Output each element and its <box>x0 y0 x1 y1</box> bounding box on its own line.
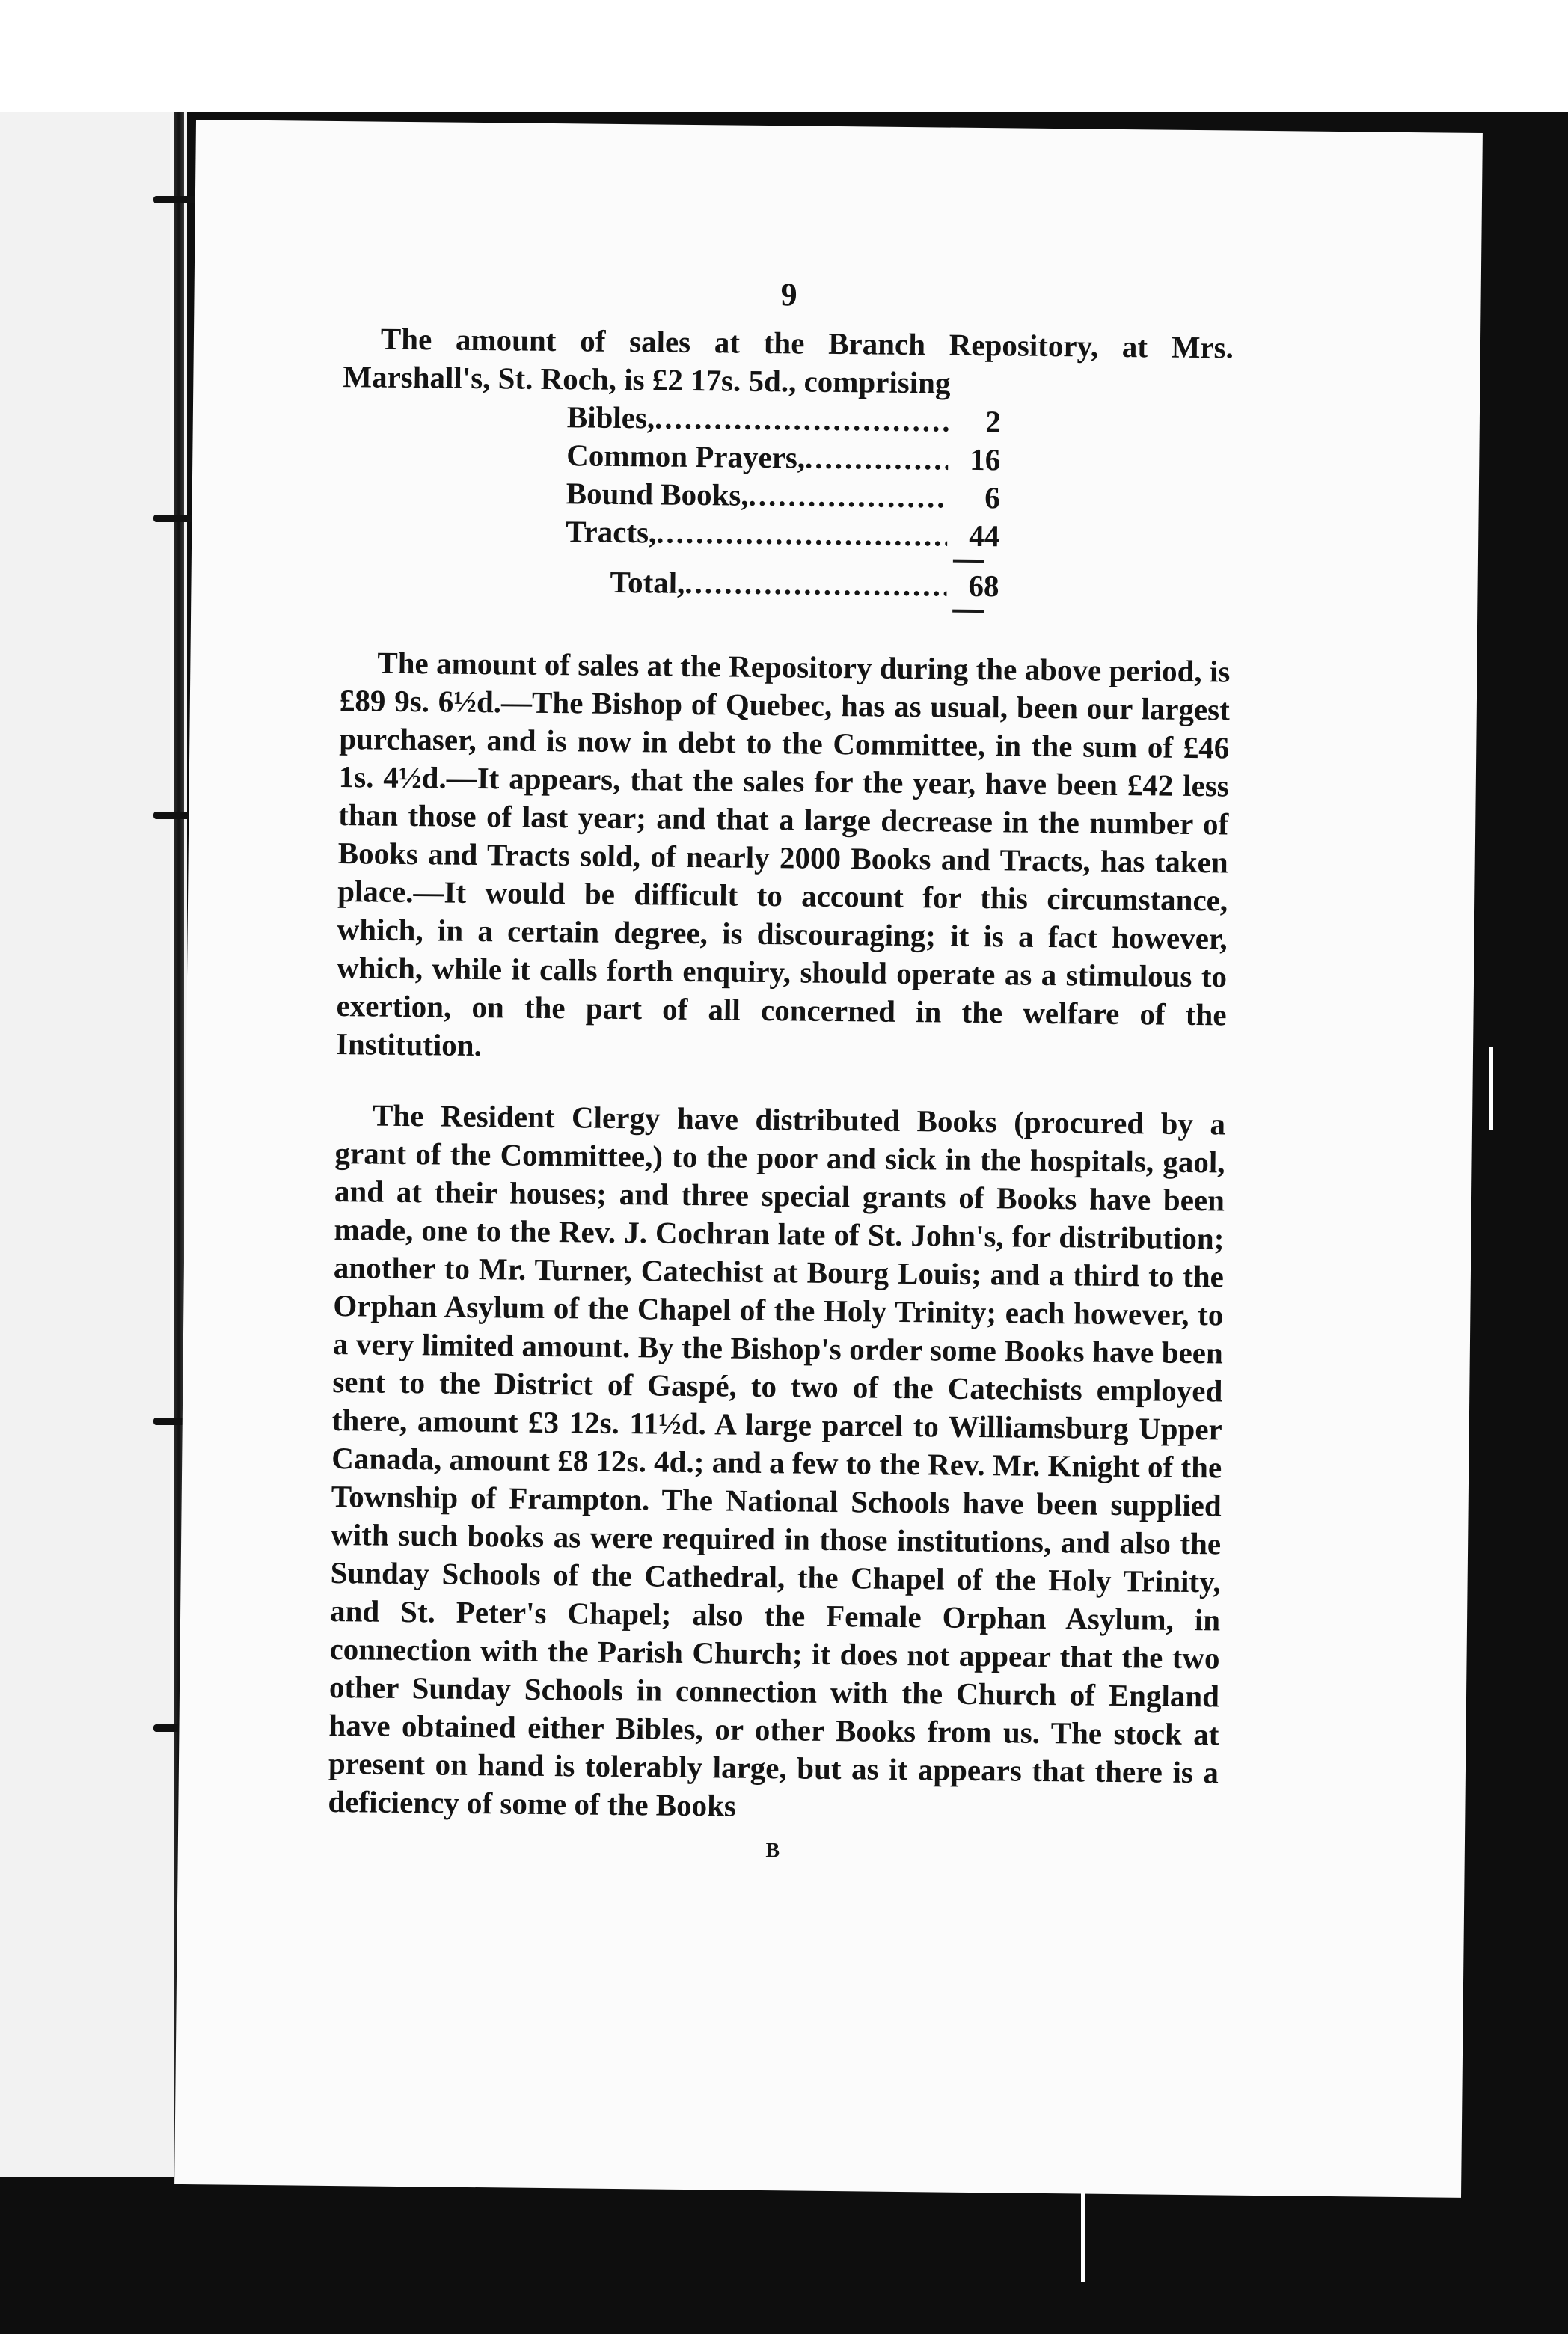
page-text <box>328 271 1234 1874</box>
tally-label: Bibles, <box>566 399 655 435</box>
scan-scratch <box>1489 1047 1493 1130</box>
leader-dots <box>656 513 947 554</box>
repository-sales-paragraph: The amount of sales at the Repository during the above period, is £89 9s. 6½d.—The Bishop of Quebec, has as usual, been our largest purchaser, and is now in debt to the Committee, in the sum of £46 1s. 4½d.—It appears, that the sales for the year, have been £42 less than those of last year; and that a large decrease in the number of Books and Tracts sold, of nearly 2000 Books and Tracts, has taken place.—It would be difficult to account for this circumstance, which, in a certain degree, is discouraging; it is a fact however, which, while it calls forth enquiry, should operate as a stimulous to exertion, on the part of all concerned in the welfare of the Institution. <box>335 645 1231 1063</box>
tally-value: 16 <box>970 441 1001 477</box>
signature-mark: B <box>765 1839 780 1863</box>
branch-repository-intro: The amount of sales at the Branch Repository, at Mrs. Marshall's, St. Roch, is £2 17s. 5d., comprising <box>343 321 1234 400</box>
distribution-paragraph: The Resident Clergy have distributed Books (procured by a grant of the Committee,) to the poor and sick in the hospitals, gaol, and at their houses; and three special grants of Books have been made, one to the Rev. J. Cochran late of St. John's, for distribution; another to Mr. Turner, Catechist at Bourg Louis; and a third to the Orphan Asylum of the Chapel of the Holy Trinity; each however, to a very limited amount. By the Bishop's order some Books have been sent to the District of Gaspé, to two of the Catechists employed there, amount £3 12s. 11½d. A large parcel to Williamsburg Upper Canada, amount £8 12s. 4d.; and a few to the Rev. Mr. Knight of the Township of Frampton. The National Schools have been supplied with such books as were required in those institutions, and also the Sunday Schools of the Cathedral, the Chapel of the Holy Trinity, and St. Peter's Chapel; also the Female Orphan Asylum, in connection with the Parish Church; it does not appear that the two other Sunday Schools in connection with the Church of England have obtained either Bibles, or other Books from us. The stock at present on hand is tolerably large, but as it appears that there is a deficiency of some of the Books <box>328 1097 1226 1823</box>
tally-row <box>566 512 1000 555</box>
tally-label: Tracts, <box>566 514 657 550</box>
sum-rule <box>953 560 984 563</box>
tally-value: 44 <box>968 518 1000 554</box>
leader-dots <box>748 477 948 517</box>
facing-page-edge <box>0 112 187 2177</box>
tally-total-row <box>565 563 999 605</box>
leader-dots <box>685 564 947 605</box>
leader-dots <box>655 399 949 440</box>
tally-row <box>566 474 1001 517</box>
scan-border-top <box>0 0 1568 112</box>
binding-stitch <box>153 196 198 203</box>
total-value: 68 <box>968 568 999 604</box>
book-page <box>174 120 1483 2198</box>
tally-value: 2 <box>985 404 1002 439</box>
tally-label: Common Prayers, <box>566 438 806 475</box>
sum-rule <box>952 610 984 613</box>
sales-tally <box>565 398 1001 613</box>
page-number: 9 <box>780 276 797 313</box>
leader-dots <box>805 439 949 479</box>
tally-label: Bound Books, <box>566 476 749 512</box>
tally-row <box>566 436 1001 479</box>
tally-row <box>567 398 1002 441</box>
tally-value: 6 <box>984 480 1001 515</box>
total-label: Total, <box>610 564 685 600</box>
